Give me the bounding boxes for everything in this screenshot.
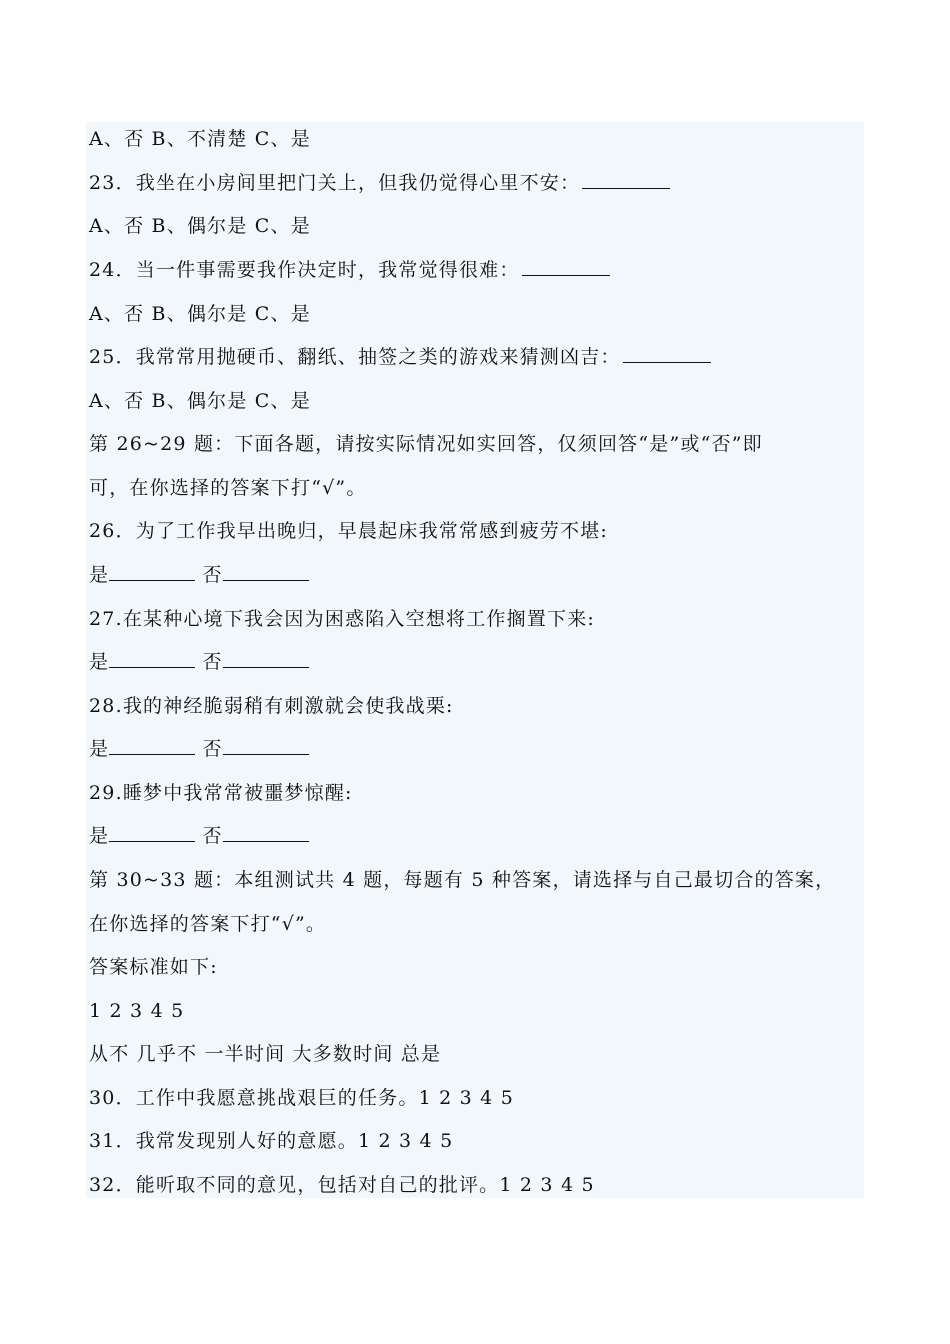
yes-label: 是 — [89, 825, 110, 847]
answer-blank-24[interactable] — [522, 257, 610, 276]
yes-blank-28[interactable] — [109, 736, 195, 755]
answer-options-25: A、否 B、偶尔是 C、是 — [89, 390, 311, 412]
scale-labels: 从不 几乎不 一半时间 大多数时间 总是 — [89, 1043, 442, 1065]
question-25-text: 25．我常常用抛硬币、翻纸、抽签之类的游戏来猜测凶吉： — [89, 346, 621, 368]
answer-standard-heading: 答案标准如下: — [89, 956, 218, 978]
question-28: 28.我的神经脆弱稍有刺激就会使我战栗: — [89, 695, 454, 717]
section-instruction-26-29-line1: 第 26~29 题：下面各题，请按实际情况如实回答，仅须回答“是”或“否”即 — [89, 433, 763, 455]
yes-no-row-29 — [89, 819, 309, 853]
question-30: 30．工作中我愿意挑战艰巨的任务。1 2 3 4 5 — [89, 1087, 514, 1109]
no-blank-26[interactable] — [223, 562, 309, 581]
answer-blank-25[interactable] — [623, 344, 711, 363]
question-23 — [89, 166, 670, 200]
question-26: 26．为了工作我早出晚归，早晨起床我常常感到疲劳不堪: — [89, 520, 608, 542]
yes-no-row-27 — [89, 645, 309, 679]
yes-blank-27[interactable] — [109, 649, 195, 668]
answer-blank-23[interactable] — [582, 170, 670, 189]
answer-options-24: A、否 B、偶尔是 C、是 — [89, 303, 311, 325]
question-27: 27.在某种心境下我会因为困惑陷入空想将工作搁置下来: — [89, 608, 596, 630]
document-page — [86, 122, 864, 1198]
section-instruction-26-29-line2: 可，在你选择的答案下打“√”。 — [89, 477, 367, 499]
yes-no-row-28 — [89, 732, 309, 766]
no-label: 否 — [202, 738, 223, 760]
question-31: 31．我常发现别人好的意愿。1 2 3 4 5 — [89, 1130, 454, 1152]
question-32: 32．能听取不同的意见，包括对自己的批评。1 2 3 4 5 — [89, 1174, 595, 1196]
question-23-text: 23．我坐在小房间里把门关上，但我仍觉得心里不安： — [89, 172, 581, 194]
yes-label: 是 — [89, 651, 110, 673]
no-label: 否 — [202, 651, 223, 673]
answer-options-23: A、否 B、偶尔是 C、是 — [89, 215, 311, 237]
no-label: 否 — [202, 825, 223, 847]
question-29: 29.睡梦中我常常被噩梦惊醒: — [89, 782, 353, 804]
no-blank-28[interactable] — [223, 736, 309, 755]
no-blank-29[interactable] — [223, 823, 309, 842]
yes-no-row-26 — [89, 558, 309, 592]
yes-blank-26[interactable] — [109, 562, 195, 581]
yes-label: 是 — [89, 738, 110, 760]
no-blank-27[interactable] — [223, 649, 309, 668]
yes-blank-29[interactable] — [109, 823, 195, 842]
scale-numbers: 1 2 3 4 5 — [89, 1000, 185, 1022]
question-24-text: 24．当一件事需要我作决定时，我常觉得很难： — [89, 259, 520, 281]
question-24 — [89, 253, 610, 287]
section-instruction-30-33-line1: 第 30~33 题：本组测试共 4 题，每题有 5 种答案，请选择与自己最切合的答案， — [89, 869, 836, 891]
yes-label: 是 — [89, 564, 110, 586]
no-label: 否 — [202, 564, 223, 586]
section-instruction-30-33-line2: 在你选择的答案下打“√”。 — [89, 913, 327, 935]
answer-options-22: A、否 B、不清楚 C、是 — [89, 128, 311, 150]
question-25 — [89, 340, 711, 374]
